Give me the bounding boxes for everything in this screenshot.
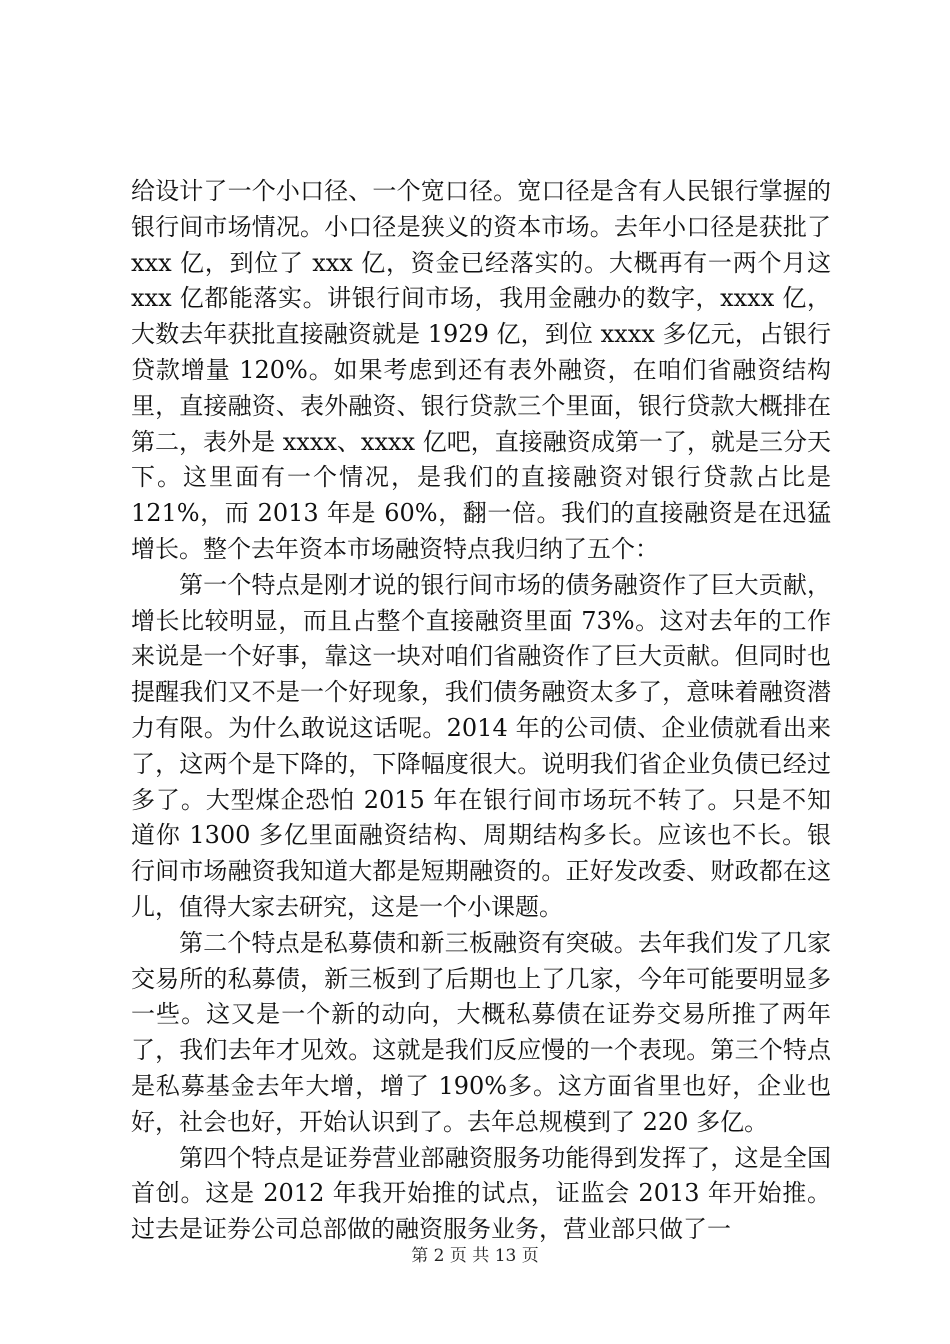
paragraph-2: 第一个特点是刚才说的银行间市场的债务融资作了巨大贡献，增长比较明显，而且占整个直接融资里面 73%。这对去年的工作来说是一个好事，靠这一块对咱们省融资作了巨大贡献。但同时也提醒我们又不是一个好现象，我们债务融资太多了，意味着融资潜力有限。为什么敢说这话呢。2014 年的公司债、企业债就看出来了，这两个是下降的，下降幅度很大。说明我们省企业负债已经过多了。大型煤企恐怕 2015 年在银行间市场玩不转了。只是不知道你 1300 多亿里面融资结构、周期结构多长。应该也不长。银行间市场融资我知道大都是短期融资的。正好发改委、财政都在这儿，值得大家去研究，这是一个小课题。 bbox=[131, 570, 831, 921]
body-text bbox=[131, 174, 831, 1248]
paragraph-4: 第四个特点是证券营业部融资服务功能得到发挥了，这是全国首创。这是 2012 年我开始推的试点，证监会 2013 年开始推。过去是证券公司总部做的融资服务业务，营业部只做了一 bbox=[131, 1143, 831, 1244]
paragraph-1: 给设计了一个小口径、一个宽口径。宽口径是含有人民银行掌握的银行间市场情况。小口径是狭义的资本市场。去年小口径是获批了 xxx 亿，到位了 xxx 亿，资金已经落实的。大概再有一两个月这 xxx 亿都能落实。讲银行间市场，我用金融办的数字，xxxx 亿，大数去年获批直接融资就是 1929 亿，到位 xxxx 多亿元，占银行贷款增量 120%。如果考虑到还有表外融资，在咱们省融资结构里，直接融资、表外融资、银行贷款三个里面，银行贷款大概排在第二，表外是 xxxx、xxxx 亿吧，直接融资成第一了，就是三分天下。这里面有一个情况，是我们的直接融资对银行贷款占比是 121%，而 2013 年是 60%，翻一倍。我们的直接融资是在迅猛增长。整个去年资本市场融资特点我归纳了五个： bbox=[131, 177, 831, 563]
page-footer: 第 2 页 共 13 页 bbox=[411, 1246, 539, 1266]
paragraph-3: 第二个特点是私募债和新三板融资有突破。去年我们发了几家交易所的私募债，新三板到了后期也上了几家，今年可能要明显多一些。这又是一个新的动向，大概私募债在证券交易所推了两年了，我们去年才见效。这就是我们反应慢的一个表现。第三个特点是私募基金去年大增，增了 190%多。这方面省里也好，企业也好，社会也好，开始认识到了。去年总规模到了 220 多亿。 bbox=[131, 928, 831, 1136]
